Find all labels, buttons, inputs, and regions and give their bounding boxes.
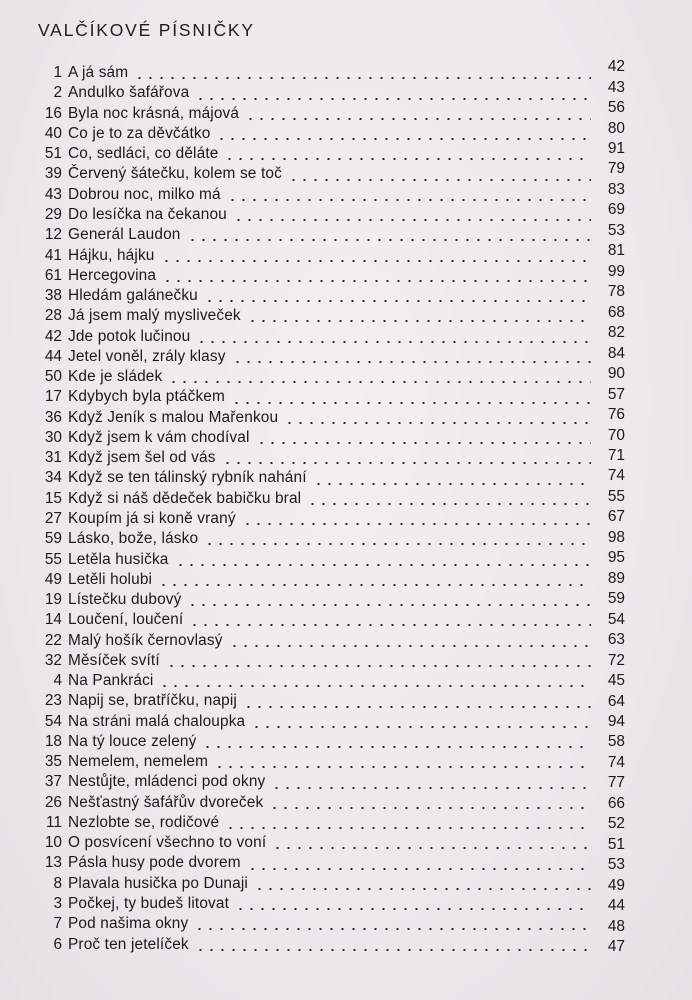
song-title: Když jsem šel od vás — [68, 449, 216, 467]
song-number: 13 — [44, 854, 62, 872]
dot-leader — [271, 787, 591, 789]
page-number: 67 — [607, 508, 625, 526]
song-number: 41 — [44, 246, 62, 264]
song-number: 10 — [44, 834, 62, 852]
index-entry — [30, 283, 625, 306]
song-title: Malý hošík černovlasý — [68, 631, 223, 649]
page-number: 82 — [607, 324, 625, 342]
index-entry — [30, 529, 625, 549]
dot-leader — [166, 665, 591, 667]
index-entry — [30, 58, 625, 83]
index-entry — [30, 78, 625, 103]
song-title: Pásla husy pode dvorem — [68, 854, 241, 872]
index-entry — [30, 119, 625, 144]
song-title: Já jsem malý mysliveček — [68, 307, 241, 325]
song-number: 38 — [44, 287, 62, 305]
page-number: 44 — [607, 897, 625, 915]
song-title: Na Pankráci — [68, 672, 154, 690]
dot-leader — [225, 827, 591, 829]
page-number: 91 — [607, 140, 625, 157]
index-entry — [30, 914, 625, 934]
song-number: 12 — [44, 226, 62, 244]
song-title: Napij se, bratříčku, napij — [68, 692, 237, 710]
song-title: Andulko šafářova — [68, 84, 190, 102]
page-number: 95 — [607, 549, 625, 567]
index-entry — [30, 387, 625, 407]
index-entry — [30, 140, 625, 164]
song-title: Kdybych byla ptáčkem — [68, 388, 225, 406]
page-number: 90 — [607, 365, 625, 383]
song-title: Když se ten tálinský rybník nahání — [68, 469, 307, 487]
song-number: 54 — [44, 712, 62, 730]
index-entry — [30, 99, 625, 124]
song-title: Koupím já si koně vraný — [68, 509, 236, 527]
song-number: 7 — [53, 915, 62, 933]
song-title: Generál Laudon — [68, 226, 181, 244]
song-title: Hledám galánečku — [68, 287, 198, 305]
page-number: 70 — [607, 426, 625, 444]
dot-leader — [187, 239, 592, 241]
dot-leader — [168, 381, 591, 383]
song-number: 59 — [44, 530, 62, 548]
dot-leader — [202, 746, 591, 748]
index-entry — [30, 793, 625, 813]
dot-leader — [313, 483, 591, 485]
song-number: 28 — [44, 307, 62, 325]
song-number: 17 — [44, 388, 62, 406]
song-title: Co, sedláci, co děláte — [68, 145, 219, 163]
song-number: 49 — [44, 570, 62, 588]
song-title: Plavala husička po Dunaji — [68, 874, 248, 892]
dot-leader — [189, 624, 591, 626]
dot-leader — [204, 300, 591, 302]
song-title: Kde je sládek — [68, 368, 163, 386]
song-number: 16 — [44, 104, 62, 122]
page-number: 57 — [607, 385, 625, 403]
index-entry — [30, 326, 625, 346]
index-entry — [30, 428, 625, 448]
page-number: 52 — [607, 815, 625, 833]
page-number: 48 — [607, 917, 625, 935]
index-entry — [30, 671, 625, 691]
index-entry — [30, 509, 625, 529]
dot-leader — [204, 543, 591, 545]
index-entry — [30, 712, 625, 732]
index-entry — [30, 590, 625, 610]
song-title: Jde potok lučinou — [68, 327, 191, 345]
song-number: 37 — [44, 773, 62, 791]
index-entry — [30, 691, 625, 711]
page-number: 43 — [607, 78, 625, 96]
song-title: Dobrou noc, milko má — [68, 185, 221, 203]
index-entry — [30, 874, 625, 894]
song-number: 18 — [44, 732, 62, 750]
index-entry — [30, 894, 625, 914]
dot-leader — [196, 341, 591, 343]
dot-leader — [307, 503, 591, 505]
dot-leader — [187, 604, 591, 606]
song-number: 42 — [44, 327, 62, 345]
song-number: 31 — [44, 449, 62, 467]
song-number: 6 — [53, 935, 62, 953]
index-entry — [30, 610, 625, 630]
song-title: Nezlobte se, rodičové — [68, 813, 220, 831]
index-entry — [30, 772, 625, 792]
index-entry — [30, 180, 625, 205]
page-number: 80 — [607, 119, 625, 137]
song-title: Co je to za děvčátko — [68, 124, 211, 142]
dot-leader — [247, 868, 591, 870]
song-number: 15 — [44, 489, 62, 507]
dot-leader — [162, 280, 591, 282]
song-title: Hájku, hájku — [68, 246, 155, 264]
index-entry — [30, 651, 625, 671]
song-number: 26 — [44, 793, 62, 811]
song-title: Když jsem k vám chodíval — [68, 428, 250, 446]
song-title: Letěli holubi — [68, 570, 153, 588]
page-number: 83 — [607, 180, 625, 198]
song-number: 19 — [44, 591, 62, 609]
page-number: 78 — [607, 283, 625, 301]
index-entry — [30, 221, 625, 245]
index-entry — [30, 468, 625, 488]
dot-leader — [243, 706, 591, 708]
song-title: Jetel voněl, zrály klasy — [68, 347, 226, 365]
song-number: 32 — [44, 651, 62, 669]
song-number: 2 — [53, 84, 62, 102]
page-number: 53 — [607, 221, 625, 239]
song-number: 11 — [46, 813, 62, 831]
page-number: 68 — [607, 303, 625, 321]
song-number: 14 — [44, 611, 62, 629]
dot-leader — [195, 949, 591, 951]
index-entry — [30, 813, 625, 833]
dot-leader — [269, 807, 591, 809]
song-title: Měsíček svítí — [68, 651, 160, 669]
index-entry — [30, 853, 625, 873]
dot-leader — [251, 726, 591, 728]
dot-leader — [224, 158, 591, 160]
song-number: 50 — [44, 368, 62, 386]
index-entry — [30, 262, 625, 286]
page-number: 72 — [607, 651, 625, 669]
song-title: Pod našima okny — [68, 915, 189, 933]
index-entry — [30, 489, 625, 509]
page-number: 56 — [607, 99, 625, 117]
page-number: 79 — [607, 160, 625, 178]
dot-leader — [175, 564, 592, 566]
song-title: Lístečku dubový — [68, 591, 182, 609]
page-number: 99 — [607, 262, 625, 280]
song-number: 55 — [44, 550, 62, 568]
dot-leader — [229, 645, 591, 647]
dot-leader — [235, 908, 591, 910]
page-number: 76 — [607, 406, 625, 424]
index-entry — [30, 242, 625, 265]
song-number: 44 — [44, 347, 62, 365]
page-number: 71 — [607, 446, 625, 464]
index-entry — [30, 752, 625, 772]
dot-leader — [134, 77, 591, 79]
page-number: 84 — [607, 344, 625, 362]
song-number: 51 — [44, 145, 62, 163]
dot-leader — [161, 260, 592, 262]
page-number: 64 — [607, 692, 625, 710]
page-number: 69 — [607, 201, 625, 219]
song-number: 43 — [44, 185, 62, 203]
song-title: Počkej, ty budeš litovat — [68, 895, 230, 913]
index-entry — [30, 408, 625, 428]
song-title: Letěla husička — [68, 550, 169, 568]
index-entry — [30, 732, 625, 752]
song-title: Na tý louce zelený — [68, 732, 197, 750]
dot-leader — [158, 584, 591, 586]
song-title: Nestůjte, mládenci pod okny — [68, 773, 266, 791]
page-number: 63 — [607, 631, 625, 649]
song-title: Na stráni malá chaloupka — [68, 712, 246, 730]
song-title: Když Jeník s malou Mařenkou — [68, 408, 279, 426]
song-title: Do lesíčka na čekanou — [68, 205, 227, 223]
song-title: Proč ten jetelíček — [68, 935, 189, 953]
song-number: 40 — [44, 124, 62, 142]
index-entry — [30, 934, 625, 954]
page-number: 81 — [607, 242, 625, 260]
song-title: Nešťastný šafářův dvoreček — [68, 793, 264, 811]
index-entry — [30, 630, 625, 650]
index-entry — [30, 570, 625, 590]
song-number: 30 — [44, 428, 62, 446]
dot-leader — [272, 847, 591, 849]
page-number: 98 — [607, 528, 625, 546]
page-number: 55 — [607, 487, 625, 505]
dot-leader — [231, 402, 591, 404]
index-entry — [30, 344, 625, 367]
song-title: Loučení, loučení — [68, 611, 184, 629]
index-entry — [30, 201, 625, 225]
dot-leader — [232, 361, 591, 363]
song-title: O posvícení všechno to voní — [68, 834, 267, 852]
page-number: 66 — [607, 794, 625, 812]
dot-leader — [245, 118, 591, 120]
song-number: 34 — [44, 469, 62, 487]
index-entry — [30, 833, 625, 853]
page-number: 77 — [607, 774, 625, 792]
dot-leader — [159, 685, 591, 687]
page-number: 49 — [607, 876, 625, 894]
song-title: Když si náš dědeček babičku bral — [68, 489, 302, 507]
song-number: 1 — [53, 64, 62, 82]
dot-leader — [194, 928, 591, 930]
dot-leader — [254, 888, 591, 890]
song-title: A já sám — [68, 64, 129, 82]
page-number: 45 — [607, 672, 625, 690]
dot-leader — [242, 523, 591, 525]
dot-leader — [247, 320, 591, 322]
dot-leader — [256, 442, 591, 444]
page-number: 53 — [607, 856, 625, 874]
page-number: 58 — [607, 733, 625, 751]
page-number: 94 — [607, 713, 625, 731]
index-entry — [30, 549, 625, 569]
song-title: Byla noc krásná, májová — [68, 104, 240, 122]
song-number: 36 — [44, 408, 62, 426]
page-number: 54 — [607, 610, 625, 628]
dot-leader — [214, 766, 591, 768]
page-number: 74 — [607, 753, 625, 771]
page-number: 51 — [607, 835, 625, 853]
song-title: Červený šátečku, kolem se toč — [68, 165, 282, 183]
song-index-list — [30, 58, 625, 956]
page-number: 74 — [607, 467, 625, 485]
song-title: Hercegovina — [68, 266, 157, 284]
song-number: 3 — [53, 895, 62, 913]
page-number: 89 — [607, 569, 625, 587]
song-title: Nemelem, nemelem — [68, 753, 209, 771]
dot-leader — [288, 179, 591, 181]
dot-leader — [233, 219, 591, 221]
song-number: 29 — [44, 205, 62, 223]
page-number: 42 — [607, 58, 625, 76]
section-heading: VALČÍKOVÉ PÍSNIČKY — [38, 20, 255, 40]
page-number: 59 — [607, 590, 625, 608]
index-entry — [30, 448, 625, 468]
song-number: 39 — [44, 165, 62, 183]
dot-leader — [284, 422, 591, 424]
song-number: 4 — [53, 672, 62, 690]
song-title: Lásko, bože, lásko — [68, 530, 199, 548]
dot-leader — [227, 199, 591, 201]
dot-leader — [195, 98, 591, 100]
song-number: 61 — [44, 266, 62, 284]
dot-leader — [222, 462, 591, 464]
song-number: 22 — [44, 631, 62, 649]
index-entry — [30, 160, 625, 184]
index-entry — [30, 367, 625, 387]
page-number: 47 — [607, 938, 625, 956]
dot-leader — [216, 138, 591, 140]
song-number: 8 — [53, 874, 62, 892]
index-entry — [30, 303, 625, 326]
song-number: 35 — [44, 753, 62, 771]
song-number: 27 — [44, 509, 62, 527]
song-number: 23 — [44, 692, 62, 710]
